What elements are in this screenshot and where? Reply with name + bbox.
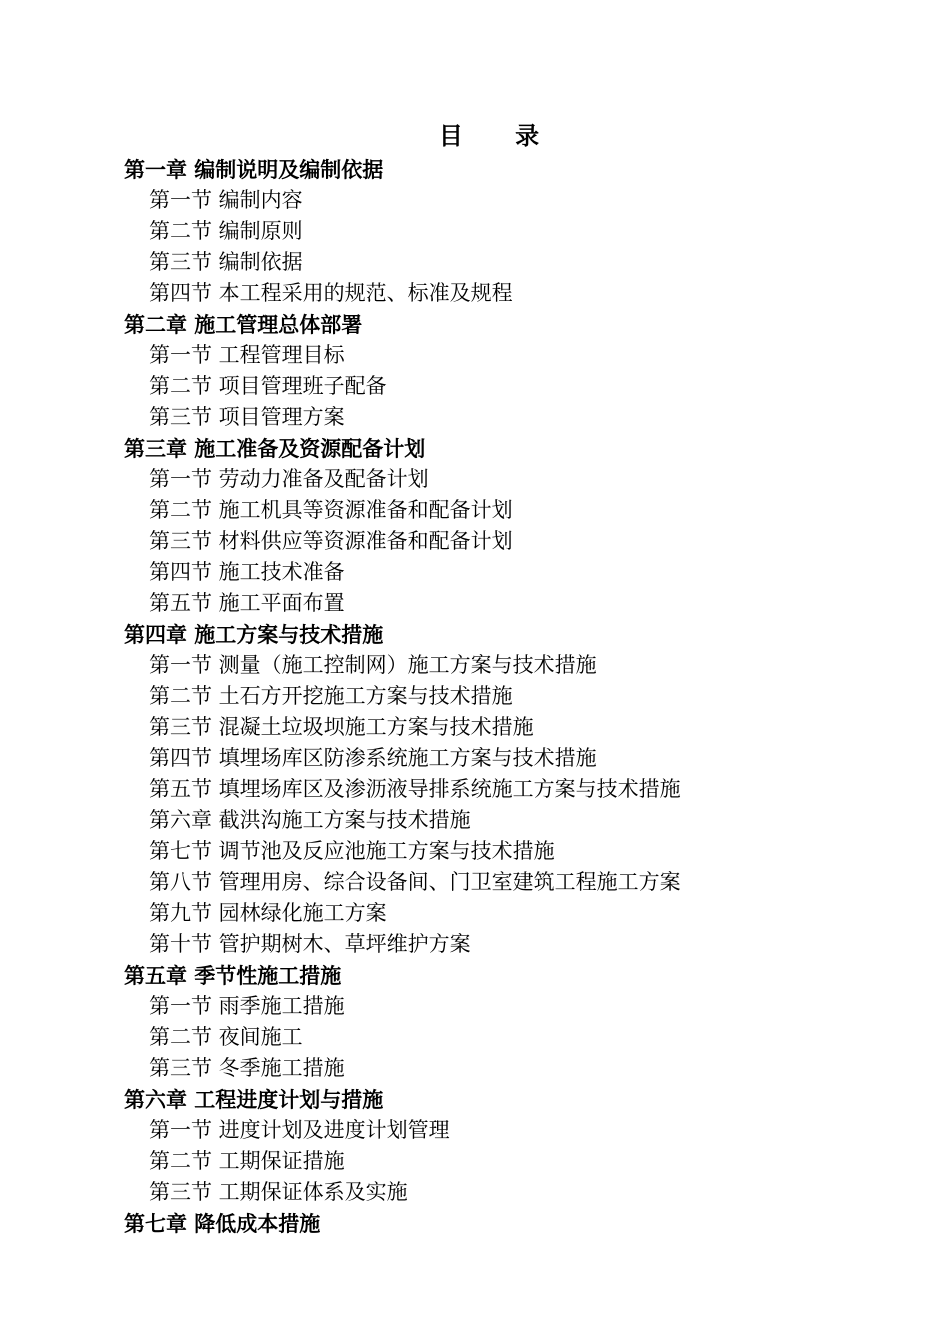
toc-section-entry: 第三节 混凝土垃圾坝施工方案与技术措施 — [149, 715, 534, 739]
toc-chapter-entry: 第三章 施工准备及资源配备计划 — [124, 436, 426, 461]
toc-section-entry: 第三节 冬季施工措施 — [149, 1056, 345, 1080]
toc-chapter-entry: 第四章 施工方案与技术措施 — [124, 622, 384, 647]
toc-section-entry: 第五节 填埋场库区及渗沥液导排系统施工方案与技术措施 — [149, 777, 681, 801]
toc-section-entry: 第十节 管护期树木、草坪维护方案 — [149, 932, 471, 956]
toc-chapter-entry: 第五章 季节性施工措施 — [124, 963, 342, 988]
toc-section-entry: 第二节 工期保证措施 — [149, 1149, 345, 1173]
toc-section-entry: 第三节 项目管理方案 — [149, 405, 345, 429]
toc-section-entry: 第一节 工程管理目标 — [149, 343, 345, 367]
toc-section-entry: 第三节 编制依据 — [149, 250, 303, 274]
toc-chapter-entry: 第二章 施工管理总体部署 — [124, 312, 363, 337]
toc-section-entry: 第二节 编制原则 — [149, 219, 303, 243]
toc-section-entry: 第三节 材料供应等资源准备和配备计划 — [149, 529, 513, 553]
toc-section-entry: 第八节 管理用房、综合设备间、门卫室建筑工程施工方案 — [149, 870, 681, 894]
toc-section-entry: 第四节 施工技术准备 — [149, 560, 345, 584]
toc-section-entry: 第七节 调节池及反应池施工方案与技术措施 — [149, 839, 555, 863]
toc-section-entry: 第五节 施工平面布置 — [149, 591, 345, 615]
toc-section-entry: 第二节 项目管理班子配备 — [149, 374, 387, 398]
toc-chapter-entry: 第一章 编制说明及编制依据 — [124, 157, 384, 182]
toc-section-entry: 第二节 夜间施工 — [149, 1025, 303, 1049]
toc-section-entry: 第三节 工期保证体系及实施 — [149, 1180, 408, 1204]
toc-section-entry: 第一节 进度计划及进度计划管理 — [149, 1118, 450, 1142]
toc-chapter-entry: 第七章 降低成本措施 — [124, 1211, 321, 1236]
toc-section-entry: 第一节 测量（施工控制网）施工方案与技术措施 — [149, 653, 597, 677]
toc-section-entry: 第一节 雨季施工措施 — [149, 994, 345, 1018]
toc-section-entry: 第九节 园林绿化施工方案 — [149, 901, 387, 925]
page-title: 目 录 — [438, 121, 562, 150]
toc-section-entry: 第四节 本工程采用的规范、标准及规程 — [149, 281, 513, 305]
toc-section-entry: 第四节 填埋场库区防渗系统施工方案与技术措施 — [149, 746, 597, 770]
toc-section-entry: 第六章 截洪沟施工方案与技术措施 — [149, 808, 471, 832]
toc-section-entry: 第二节 土石方开挖施工方案与技术措施 — [149, 684, 513, 708]
toc-section-entry: 第二节 施工机具等资源准备和配备计划 — [149, 498, 513, 522]
table-of-contents — [124, 154, 904, 1239]
toc-chapter-entry: 第六章 工程进度计划与措施 — [124, 1087, 384, 1112]
toc-section-entry: 第一节 劳动力准备及配备计划 — [149, 467, 429, 491]
toc-section-entry: 第一节 编制内容 — [149, 188, 303, 212]
